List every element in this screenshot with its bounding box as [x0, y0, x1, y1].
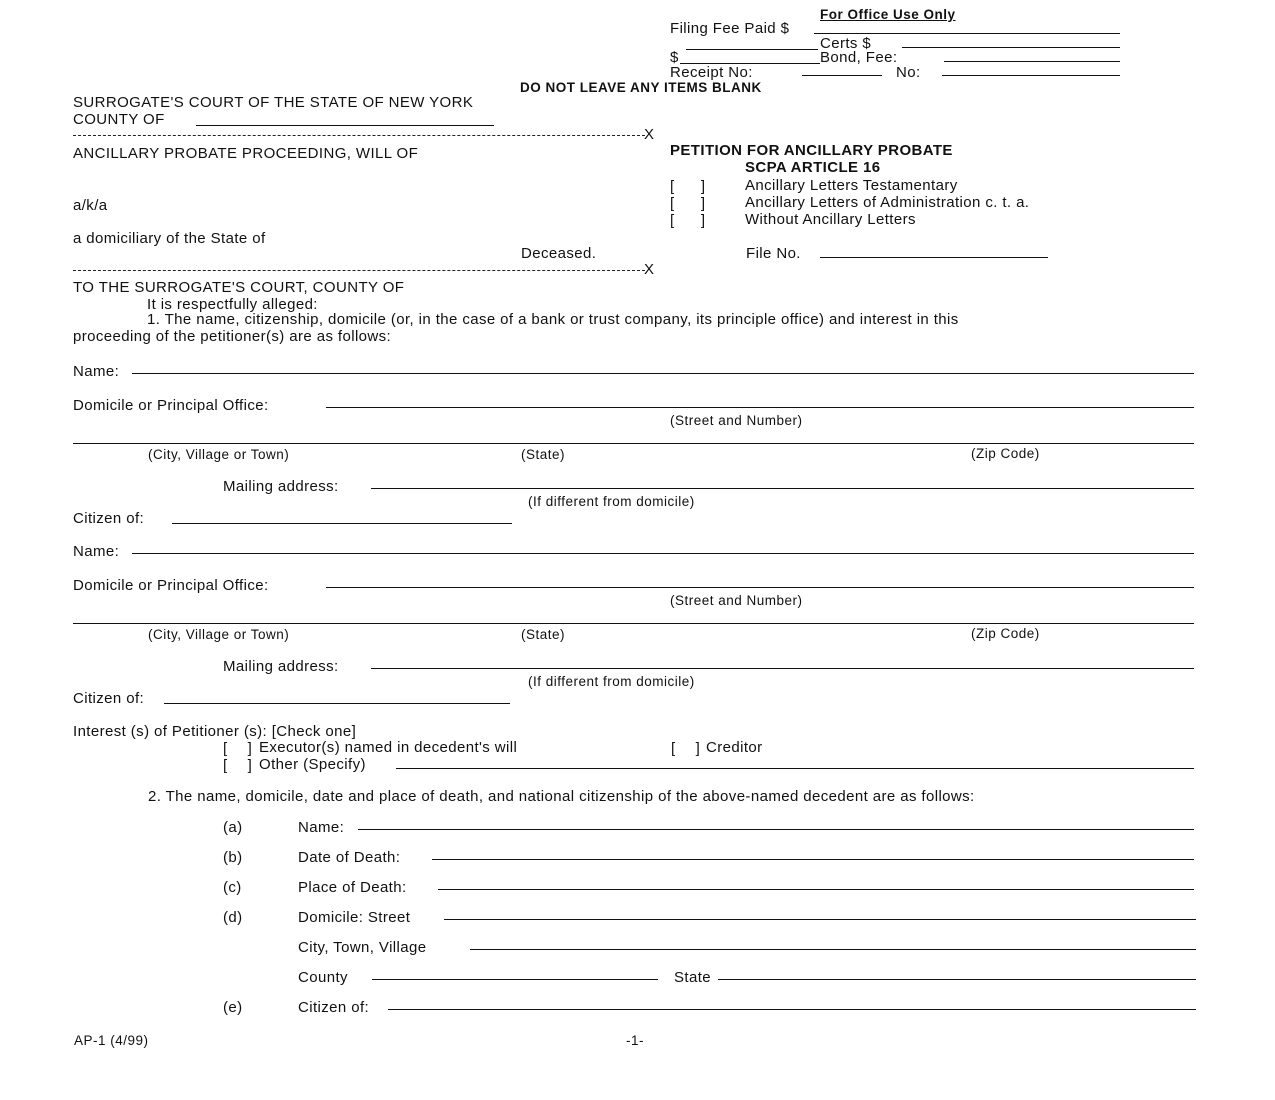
option-checkbox-1[interactable]: [ ]: [670, 178, 708, 195]
item-e-letter: (e): [223, 999, 243, 1016]
petitioner1-city-state-zip-input[interactable]: [73, 426, 1194, 444]
petitioner2-city-state-zip-input[interactable]: [73, 606, 1194, 624]
domicile-street-label: Domicile: Street: [298, 909, 411, 926]
item-d-letter: (d): [223, 909, 243, 926]
petitioner1-domicile-label: Domicile or Principal Office:: [73, 397, 269, 414]
county-label: COUNTY OF: [73, 111, 165, 128]
county-input[interactable]: [196, 108, 494, 126]
decedent-citizen-input[interactable]: [388, 992, 1196, 1010]
proceeding-label: ANCILLARY PROBATE PROCEEDING, WILL OF: [73, 145, 419, 162]
para2-intro: 2. The name, domicile, date and place of death, and national citizenship of the above-named decedent are as follows:: [148, 788, 975, 805]
para1-line1: 1. The name, citizenship, domicile (or, in the case of a bank or trust company, its principle office) and interest in this: [147, 311, 959, 328]
caption-divider-top: [73, 135, 645, 136]
creditor-checkbox[interactable]: [ ]: [671, 740, 702, 757]
city-town-input[interactable]: [470, 932, 1196, 950]
city-town-label: City, Town, Village: [298, 939, 427, 956]
place-of-death-label: Place of Death:: [298, 879, 407, 896]
petitioner2-mailing-caption: (If different from domicile): [528, 674, 695, 689]
petitioner2-domicile-label: Domicile or Principal Office:: [73, 577, 269, 594]
petitioner2-citizen-input[interactable]: [164, 686, 510, 704]
other-specify-input[interactable]: [396, 751, 1194, 769]
petitioner1-city-caption: (City, Village or Town): [148, 447, 290, 462]
petitioner1-citizen-input[interactable]: [172, 506, 512, 524]
file-no-input[interactable]: [820, 240, 1048, 258]
filing-fee-label: Filing Fee Paid $: [670, 20, 790, 37]
date-of-death-input[interactable]: [432, 842, 1194, 860]
court-title: SURROGATE'S COURT OF THE STATE OF NEW YORK: [73, 94, 474, 111]
option-letters-testamentary: Ancillary Letters Testamentary: [745, 177, 958, 194]
deceased-label: Deceased.: [521, 245, 597, 262]
page-number: -1-: [626, 1033, 644, 1048]
para1-line2: proceeding of the petitioner(s) are as follows:: [73, 328, 392, 345]
decedent-name-input[interactable]: [358, 812, 1194, 830]
caption-divider-bottom: [73, 270, 645, 271]
county-decedent-input[interactable]: [372, 962, 658, 980]
to-court-label: TO THE SURROGATE'S COURT, COUNTY OF: [73, 279, 405, 296]
dollar-label: $: [670, 49, 679, 66]
decedent-name-label: Name:: [298, 819, 345, 836]
petitioner1-street-caption: (Street and Number): [670, 413, 803, 428]
date-of-death-label: Date of Death:: [298, 849, 401, 866]
creditor-label: Creditor: [706, 739, 763, 756]
state-decedent-label: State: [674, 969, 712, 986]
petitioner1-mailing-caption: (If different from domicile): [528, 494, 695, 509]
petitioner2-mailing-label: Mailing address:: [223, 658, 339, 675]
petitioner2-zip-caption: (Zip Code): [971, 626, 1040, 641]
executor-label: Executor(s) named in decedent's will: [259, 739, 518, 756]
office-use-header: For Office Use Only: [820, 7, 956, 22]
petition-title: PETITION FOR ANCILLARY PROBATE: [670, 142, 953, 159]
no-label: No:: [896, 64, 921, 81]
petitioner2-city-caption: (City, Village or Town): [148, 627, 290, 642]
petitioner1-citizen-label: Citizen of:: [73, 510, 145, 527]
file-no-label: File No.: [746, 245, 801, 262]
petitioner2-state-caption: (State): [521, 627, 566, 642]
petitioner1-street-input[interactable]: [326, 390, 1194, 408]
petitioner2-name-label: Name:: [73, 543, 120, 560]
other-checkbox[interactable]: [ ]: [223, 757, 254, 774]
petitioner2-street-caption: (Street and Number): [670, 593, 803, 608]
item-c-letter: (c): [223, 879, 242, 896]
domiciliary-label: a domiciliary of the State of: [73, 230, 266, 247]
executor-checkbox[interactable]: [ ]: [223, 740, 254, 757]
other-label: Other (Specify): [259, 756, 366, 773]
petitioner1-mailing-label: Mailing address:: [223, 478, 339, 495]
no-input[interactable]: [942, 58, 1120, 76]
decedent-citizen-label: Citizen of:: [298, 999, 370, 1016]
bond-amount-input[interactable]: [680, 46, 820, 64]
domicile-street-input[interactable]: [444, 902, 1196, 920]
petition-article: SCPA ARTICLE 16: [745, 159, 881, 176]
aka-label: a/k/a: [73, 197, 108, 214]
receipt-no-input[interactable]: [802, 58, 882, 76]
place-of-death-input[interactable]: [438, 872, 1194, 890]
option-without-letters: Without Ancillary Letters: [745, 211, 916, 228]
petitioner2-mailing-input[interactable]: [371, 651, 1194, 669]
petitioner1-mailing-input[interactable]: [371, 471, 1194, 489]
petitioner1-name-input[interactable]: [132, 356, 1194, 374]
option-checkbox-3[interactable]: [ ]: [670, 212, 708, 229]
petitioner1-state-caption: (State): [521, 447, 566, 462]
petitioner2-citizen-label: Citizen of:: [73, 690, 145, 707]
receipt-no-label: Receipt No:: [670, 64, 753, 81]
caption-x-bottom: X: [644, 261, 655, 278]
caption-x-top: X: [644, 126, 655, 143]
county-decedent-label: County: [298, 969, 348, 986]
blank-notice: DO NOT LEAVE ANY ITEMS BLANK: [520, 80, 762, 95]
form-id: AP-1 (4/99): [74, 1033, 149, 1048]
petitioner2-name-input[interactable]: [132, 536, 1194, 554]
petitioner2-street-input[interactable]: [326, 570, 1194, 588]
interest-label: Interest (s) of Petitioner (s): [Check one]: [73, 723, 357, 740]
petitioner1-zip-caption: (Zip Code): [971, 446, 1040, 461]
item-b-letter: (b): [223, 849, 243, 866]
state-decedent-input[interactable]: [718, 962, 1196, 980]
bond-fee-label: Bond, Fee:: [820, 49, 898, 66]
option-checkbox-2[interactable]: [ ]: [670, 195, 708, 212]
certs-label: Certs $: [820, 35, 872, 52]
option-letters-administration: Ancillary Letters of Administration c. t. a.: [745, 194, 1030, 211]
petitioner1-name-label: Name:: [73, 363, 120, 380]
alleged-label: It is respectfully alleged:: [147, 296, 318, 313]
item-a-letter: (a): [223, 819, 243, 836]
